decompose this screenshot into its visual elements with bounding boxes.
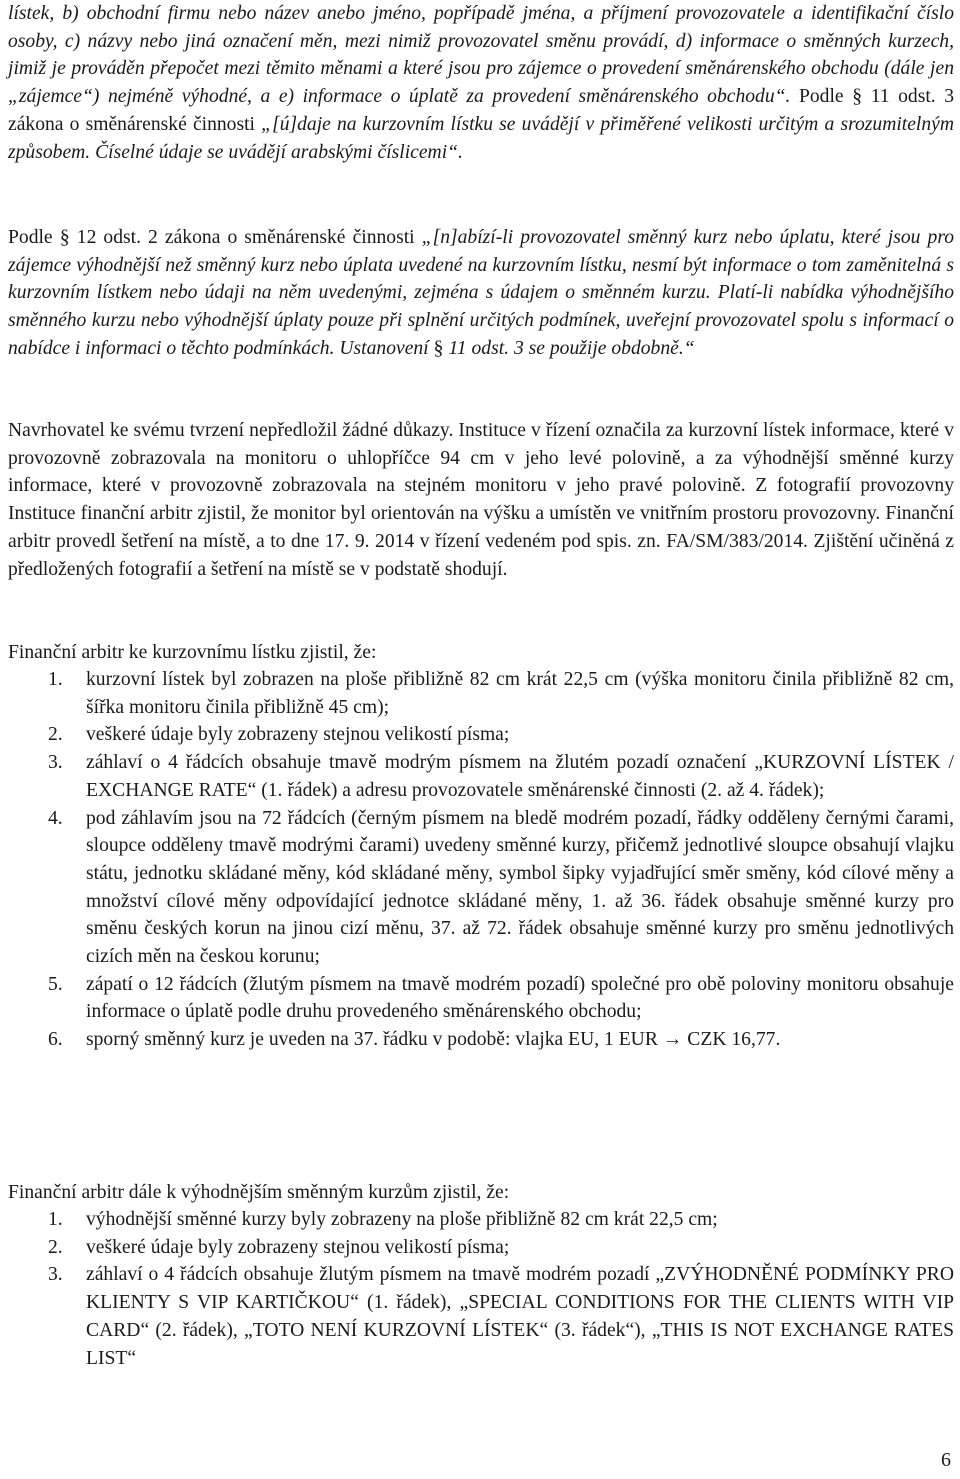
plain-text: 12 odst. 2 zákona o směnárenské činnosti bbox=[69, 227, 422, 248]
section-sign: § bbox=[59, 226, 70, 248]
section-sign: § bbox=[433, 336, 444, 359]
list-item-number: 3. bbox=[48, 752, 63, 774]
findings-list-better-rates bbox=[0, 1206, 954, 1372]
paragraph-findings: Navrhovatel ke svému tvrzení nepředložil žádné důkazy. Instituce v řízení označila za kurzovní lístek informace, které v provozovně zobrazovala na monitoru o uhlopříčce 94 cm v jeho levé polovině, a za výhodnější směnné kurzy informace, které v provozovně zobrazovala na stejném monitoru v jeho pravé polovině. Z fotografií provozovny Instituce finanční arbitr zjistil, že monitor byl orientován na výšku a umístěn ve vnitřním prostoru provozovny. Finanční arbitr provedl šetření na místě, a to dne 17. 9. 2014 v řízení vedeném pod spis. zn. FA/SM/383/2014. Zjištění učiněná z předložených fotografií a šetření na místě se v podstatě shodují. bbox=[8, 420, 954, 580]
paragraph-list-intro-1: Finanční arbitr ke kurzovnímu lístku zjistil, že: bbox=[8, 642, 377, 663]
plain-text: Podle bbox=[8, 227, 60, 248]
list-item-number: 3. bbox=[48, 1264, 63, 1286]
paragraph-law-quote-2 bbox=[8, 224, 954, 363]
list-item-text: kurzovní lístek byl zobrazen na ploše přibližně 82 cm krát 22,5 cm (výška monitoru činila přibližně 82 cm, šířka monitoru činila přibližně 45 cm); bbox=[86, 669, 954, 718]
findings-list-exchange-ticket bbox=[0, 666, 954, 1054]
plain-text: 11 odst. 3 zákona o směnárenské činnosti bbox=[8, 86, 954, 135]
list-item bbox=[0, 1206, 954, 1234]
list-item-number: 2. bbox=[48, 1236, 63, 1258]
list-item-text: záhlaví o 4 řádcích obsahuje tmavě modrým písmem na žlutém pozadí označení „KURZOVNÍ LÍSTEK / EXCHANGE RATE“ (1. řádek) a adresu provozovatele směnárenské činnosti (2. až 4. řádek); bbox=[86, 752, 954, 801]
list-item bbox=[0, 721, 954, 749]
list-item-text: výhodnější směnné kurzy byly zobrazeny na ploše přibližně 82 cm krát 22,5 cm; bbox=[86, 1209, 718, 1230]
list-item-text: sporný směnný kurz je uveden na 37. řádku v podobě: vlajka EU, 1 EUR → CZK 16,77. bbox=[86, 1029, 781, 1051]
section-sign: § bbox=[852, 85, 863, 108]
list-item bbox=[0, 805, 954, 971]
list-item-number: 5. bbox=[48, 973, 63, 995]
list-item-text: veškeré údaje byly zobrazeny stejnou velikostí písma; bbox=[86, 724, 510, 746]
list-item-text: pod záhlavím jsou na 72 řádcích (černým písmem na bledě modrém pozadí, řádky odděleny černými čarami, sloupce odděleny tmavě modrými čarami) uvedeny směnné kurzy, přičemž jednotlivé sloupce obsahují vlajku státu, jednotku skládané měny, kód skládané měny, symbol šipky vyjadřující směr směny, kód cílové měny a množství cílové měny odpovídající jednotce skládané měny, 1. až 36. řádek obsahuje směnné kurzy pro směnu českých korun na jinou cizí měnu, 37. až 72. řádek obsahuje směnné kurzy pro směnu jednotlivých cizích měn na českou korunu; bbox=[86, 807, 954, 968]
paragraph-law-quote-1 bbox=[8, 0, 954, 166]
list-item-number: 2. bbox=[48, 724, 63, 746]
list-item bbox=[0, 749, 954, 804]
list-item-text: zápatí o 12 řádcích (žlutým písmem na tmavě modrém pozadí) společné pro obě poloviny monitoru obsahuje informace o úplatě podle druhu provedeného směnárenského obchodu; bbox=[86, 973, 954, 1023]
italic-quote-text: „[n]abízí-li provozovatel směnný kurz nebo úplatu, které jsou pro zájemce výhodnější než směnný kurz nebo úplata uvedené na kurzovním lístku, nesmí být informace o tom zaměnitelná s kurzovním lístkem nebo údaji na něm uvedenými, zejména s údajem o směnném kurzu. Platí-li nabídka výhodnějšího směnného kurzu nebo výhodnější úplaty pouze při splnění určitých podmínek, uveřejní provozovatel spolu s informací o nabídce i informaci o těchto podmínkách. Ustanovení bbox=[8, 227, 955, 359]
page-number: 6 bbox=[941, 1449, 951, 1471]
paragraph-list-intro-2: Finanční arbitr dále k výhodnějším směnným kurzům zjistil, že: bbox=[8, 1182, 510, 1203]
list-item bbox=[0, 1026, 954, 1054]
list-item-number: 1. bbox=[48, 1209, 63, 1230]
list-item-number: 1. bbox=[48, 669, 63, 690]
italic-quote-text: lístek, b) obchodní firmu nebo název anebo jméno, popřípadě jména, a příjmení provozovatele a identifikační číslo osoby, c) názvy nebo jiná označení měn, mezi nimiž provozovatel směnu provádí, d) informace o směnných kurzech, jimiž je prováděn přepočet mezi těmito měnami a které jsou pro zájemce o provedení směnárenského obchodu (dále jen „zájemce“) nejméně výhodné, a e) informace o úplatě za provedení směnárenského obchodu“. bbox=[8, 3, 954, 108]
list-item bbox=[0, 1261, 954, 1372]
list-item bbox=[0, 666, 954, 721]
list-item-number: 4. bbox=[48, 807, 63, 829]
list-item-text: záhlaví o 4 řádcích obsahuje žlutým písmem na tmavě modrém pozadí „ZVÝHODNĚNÉ PODMÍNKY PRO KLIENTY S VIP KARTIČKOU“ (1. řádek), „SPECIAL CONDITIONS FOR THE CLIENTS WITH VIP CARD“ (2. řádek), „TOTO NENÍ KURZOVNÍ LÍSTEK“ (3. řádek“), „THIS IS NOT EXCHANGE RATES LIST“ bbox=[86, 1264, 954, 1369]
list-item-number: 6. bbox=[48, 1029, 63, 1051]
italic-quote-text: „[ú]daje na kurzovním lístku se uvádějí v přiměřené velikosti určitým a srozumitelným způsobem. Číselné údaje se uvádějí arabskými číslicemi“. bbox=[8, 113, 955, 163]
list-item bbox=[0, 971, 954, 1026]
plain-text: Podle bbox=[790, 86, 853, 108]
list-item bbox=[0, 1234, 954, 1262]
italic-quote-text: 11 odst. 3 se použije obdobně.“ bbox=[443, 337, 695, 359]
list-item-text: veškeré údaje byly zobrazeny stejnou velikostí písma; bbox=[86, 1236, 510, 1258]
